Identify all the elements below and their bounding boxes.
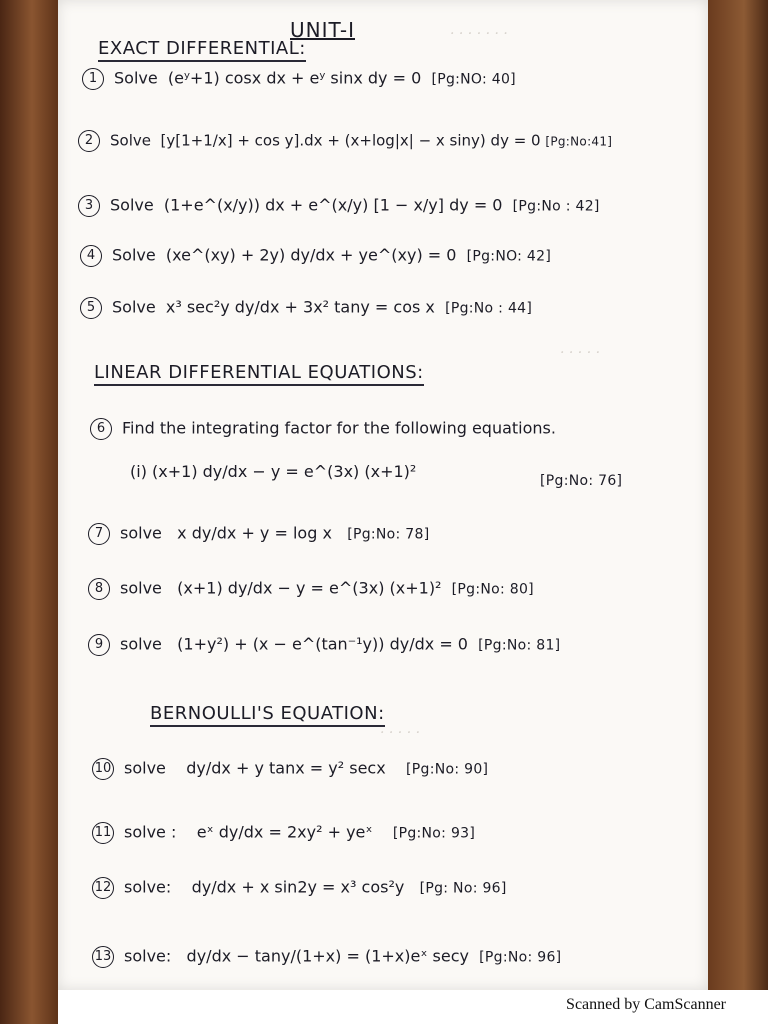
problem-12: 12 solve: dy/dx + x sin2y = x³ cos²y [Pg: No: 96]: [92, 877, 507, 899]
bleed-through: · · · · ·: [560, 345, 601, 361]
problem-3: 3 Solve (1+e^(x/y)) dx + e^(x/y) [1 − x/y] dy = 0 [Pg:No : 42]: [78, 195, 600, 217]
page-edge-left: [0, 0, 58, 1024]
problem-9: 9 solve (1+y²) + (x − e^(tan⁻¹y)) dy/dx = 0 [Pg:No: 81]: [88, 634, 560, 656]
section-heading-bernoulli: BERNOULLI'S EQUATION:: [150, 703, 385, 727]
bleed-through: · · · · · · ·: [450, 26, 508, 42]
problem-6-page-ref: [Pg:No: 76]: [540, 473, 623, 489]
problem-4: 4 Solve (xe^(xy) + 2y) dy/dx + ye^(xy) = 0 [Pg:NO: 42]: [80, 245, 551, 267]
problem-6-equation: (i) (x+1) dy/dx − y = e^(3x) (x+1)²: [130, 462, 417, 481]
section-heading-linear: LINEAR DIFFERENTIAL EQUATIONS:: [94, 362, 424, 386]
problem-13: 13 solve: dy/dx − tany/(1+x) = (1+x)eˣ secy [Pg:No: 96]: [92, 946, 561, 968]
problem-11: 11 solve : eˣ dy/dx = 2xy² + yeˣ [Pg:No: 93]: [92, 822, 475, 844]
problem-10: 10 solve dy/dx + y tanx = y² secx [Pg:No: 90]: [92, 758, 488, 780]
section-heading-exact: EXACT DIFFERENTIAL:: [98, 38, 306, 62]
page-edge-right: [708, 0, 768, 1024]
problem-7: 7 solve x dy/dx + y = log x [Pg:No: 78]: [88, 523, 429, 545]
problem-2: 2 Solve [y[1+1/x] + cos y].dx + (x+log|x| − x siny) dy = 0 [Pg:No:41]: [78, 130, 612, 152]
scanner-watermark: Scanned by CamScanner: [566, 996, 726, 1013]
problem-1: 1 Solve (eʸ+1) cosx dx + eʸ sinx dy = 0 [Pg:NO: 40]: [82, 68, 516, 90]
problem-6: 6 Find the integrating factor for the following equations.: [90, 418, 556, 440]
page-title: UNIT-I: [290, 18, 355, 42]
bleed-through: · · · · ·: [380, 725, 421, 741]
problem-8: 8 solve (x+1) dy/dx − y = e^(3x) (x+1)² [Pg:No: 80]: [88, 578, 534, 600]
problem-5: 5 Solve x³ sec²y dy/dx + 3x² tany = cos x [Pg:No : 44]: [80, 297, 532, 319]
